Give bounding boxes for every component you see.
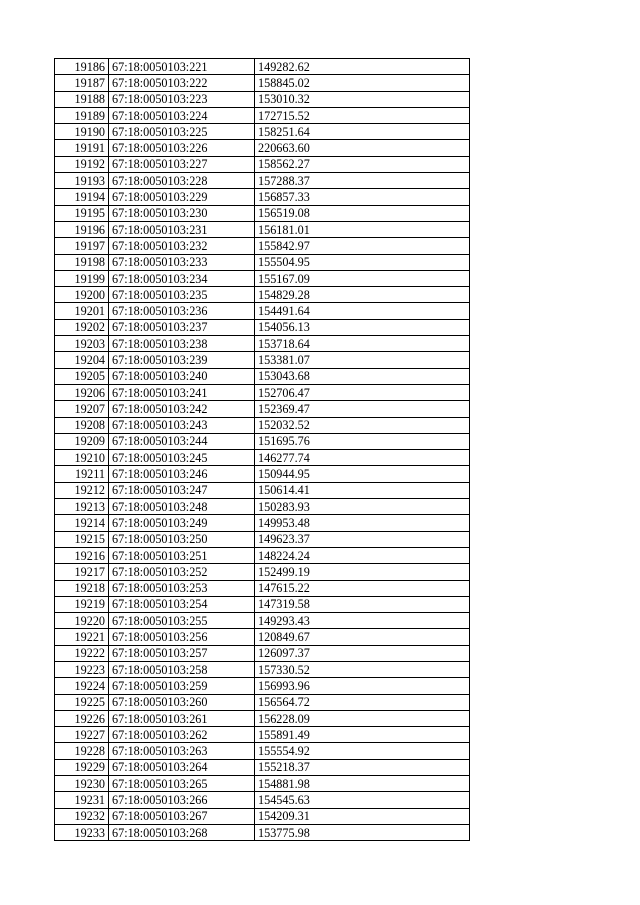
row-number-cell: 19186 xyxy=(55,59,109,75)
cadastral-number-cell: 67:18:0050103:241 xyxy=(109,384,255,400)
value-cell: 149282.62 xyxy=(255,59,470,75)
table-row xyxy=(55,824,470,840)
table-row xyxy=(55,384,470,400)
table-row xyxy=(55,270,470,286)
cadastral-number-cell: 67:18:0050103:253 xyxy=(109,580,255,596)
value-cell: 154829.28 xyxy=(255,287,470,303)
value-cell: 158251.64 xyxy=(255,124,470,140)
row-number-cell: 19213 xyxy=(55,499,109,515)
cadastral-number-cell: 67:18:0050103:257 xyxy=(109,645,255,661)
cadastral-number-cell: 67:18:0050103:233 xyxy=(109,254,255,270)
table-row xyxy=(55,808,470,824)
cadastral-number-cell: 67:18:0050103:231 xyxy=(109,221,255,237)
table-row xyxy=(55,156,470,172)
cadastral-number-cell: 67:18:0050103:237 xyxy=(109,319,255,335)
table-row xyxy=(55,531,470,547)
row-number-cell: 19232 xyxy=(55,808,109,824)
cadastral-number-cell: 67:18:0050103:246 xyxy=(109,466,255,482)
value-cell: 156857.33 xyxy=(255,189,470,205)
cadastral-number-cell: 67:18:0050103:268 xyxy=(109,824,255,840)
table-row xyxy=(55,694,470,710)
table-row xyxy=(55,205,470,221)
value-cell: 147319.58 xyxy=(255,596,470,612)
table-row xyxy=(55,433,470,449)
value-cell: 155554.92 xyxy=(255,743,470,759)
table-row xyxy=(55,91,470,107)
cadastral-number-cell: 67:18:0050103:262 xyxy=(109,727,255,743)
cadastral-number-cell: 67:18:0050103:227 xyxy=(109,156,255,172)
cadastral-number-cell: 67:18:0050103:260 xyxy=(109,694,255,710)
row-number-cell: 19224 xyxy=(55,678,109,694)
cadastral-number-cell: 67:18:0050103:222 xyxy=(109,75,255,91)
cadastral-number-cell: 67:18:0050103:252 xyxy=(109,564,255,580)
value-cell: 155167.09 xyxy=(255,270,470,286)
row-number-cell: 19230 xyxy=(55,776,109,792)
value-cell: 153718.64 xyxy=(255,336,470,352)
table-row xyxy=(55,336,470,352)
table-row xyxy=(55,107,470,123)
row-number-cell: 19216 xyxy=(55,547,109,563)
cadastral-number-cell: 67:18:0050103:229 xyxy=(109,189,255,205)
value-cell: 154056.13 xyxy=(255,319,470,335)
row-number-cell: 19189 xyxy=(55,107,109,123)
table-row xyxy=(55,645,470,661)
row-number-cell: 19201 xyxy=(55,303,109,319)
row-number-cell: 19187 xyxy=(55,75,109,91)
table-row xyxy=(55,792,470,808)
value-cell: 150944.95 xyxy=(255,466,470,482)
records-table-body xyxy=(55,59,470,841)
value-cell: 152706.47 xyxy=(255,384,470,400)
cadastral-number-cell: 67:18:0050103:221 xyxy=(109,59,255,75)
row-number-cell: 19211 xyxy=(55,466,109,482)
cadastral-number-cell: 67:18:0050103:267 xyxy=(109,808,255,824)
row-number-cell: 19194 xyxy=(55,189,109,205)
cadastral-number-cell: 67:18:0050103:230 xyxy=(109,205,255,221)
cadastral-number-cell: 67:18:0050103:265 xyxy=(109,776,255,792)
value-cell: 149953.48 xyxy=(255,515,470,531)
row-number-cell: 19200 xyxy=(55,287,109,303)
value-cell: 153043.68 xyxy=(255,368,470,384)
cadastral-number-cell: 67:18:0050103:249 xyxy=(109,515,255,531)
row-number-cell: 19233 xyxy=(55,824,109,840)
row-number-cell: 19219 xyxy=(55,596,109,612)
cadastral-number-cell: 67:18:0050103:256 xyxy=(109,629,255,645)
cadastral-number-cell: 67:18:0050103:242 xyxy=(109,401,255,417)
table-row xyxy=(55,189,470,205)
records-table xyxy=(54,58,470,841)
value-cell: 153010.32 xyxy=(255,91,470,107)
table-row xyxy=(55,352,470,368)
table-row xyxy=(55,140,470,156)
cadastral-number-cell: 67:18:0050103:232 xyxy=(109,238,255,254)
table-row xyxy=(55,613,470,629)
value-cell: 152369.47 xyxy=(255,401,470,417)
value-cell: 157288.37 xyxy=(255,173,470,189)
row-number-cell: 19229 xyxy=(55,759,109,775)
table-row xyxy=(55,629,470,645)
row-number-cell: 19212 xyxy=(55,482,109,498)
row-number-cell: 19188 xyxy=(55,91,109,107)
row-number-cell: 19220 xyxy=(55,613,109,629)
table-row xyxy=(55,743,470,759)
cadastral-number-cell: 67:18:0050103:266 xyxy=(109,792,255,808)
row-number-cell: 19214 xyxy=(55,515,109,531)
table-row xyxy=(55,368,470,384)
value-cell: 157330.52 xyxy=(255,661,470,677)
row-number-cell: 19192 xyxy=(55,156,109,172)
row-number-cell: 19215 xyxy=(55,531,109,547)
cadastral-number-cell: 67:18:0050103:248 xyxy=(109,499,255,515)
value-cell: 152499.19 xyxy=(255,564,470,580)
cadastral-number-cell: 67:18:0050103:235 xyxy=(109,287,255,303)
row-number-cell: 19218 xyxy=(55,580,109,596)
row-number-cell: 19225 xyxy=(55,694,109,710)
row-number-cell: 19227 xyxy=(55,727,109,743)
cadastral-number-cell: 67:18:0050103:261 xyxy=(109,710,255,726)
value-cell: 154545.63 xyxy=(255,792,470,808)
table-row xyxy=(55,254,470,270)
value-cell: 148224.24 xyxy=(255,547,470,563)
table-row xyxy=(55,776,470,792)
value-cell: 158562.27 xyxy=(255,156,470,172)
table-row xyxy=(55,319,470,335)
value-cell: 152032.52 xyxy=(255,417,470,433)
cadastral-number-cell: 67:18:0050103:225 xyxy=(109,124,255,140)
table-row xyxy=(55,75,470,91)
value-cell: 220663.60 xyxy=(255,140,470,156)
cadastral-number-cell: 67:18:0050103:245 xyxy=(109,450,255,466)
row-number-cell: 19223 xyxy=(55,661,109,677)
table-row xyxy=(55,238,470,254)
table-row xyxy=(55,596,470,612)
cadastral-number-cell: 67:18:0050103:239 xyxy=(109,352,255,368)
cadastral-number-cell: 67:18:0050103:251 xyxy=(109,547,255,563)
table-row xyxy=(55,303,470,319)
cadastral-number-cell: 67:18:0050103:226 xyxy=(109,140,255,156)
table-row xyxy=(55,661,470,677)
cadastral-number-cell: 67:18:0050103:234 xyxy=(109,270,255,286)
table-row xyxy=(55,564,470,580)
cadastral-number-cell: 67:18:0050103:254 xyxy=(109,596,255,612)
value-cell: 153775.98 xyxy=(255,824,470,840)
value-cell: 156519.08 xyxy=(255,205,470,221)
table-row xyxy=(55,287,470,303)
table-row xyxy=(55,482,470,498)
row-number-cell: 19207 xyxy=(55,401,109,417)
row-number-cell: 19198 xyxy=(55,254,109,270)
cadastral-number-cell: 67:18:0050103:247 xyxy=(109,482,255,498)
table-row xyxy=(55,221,470,237)
table-row xyxy=(55,417,470,433)
row-number-cell: 19202 xyxy=(55,319,109,335)
value-cell: 150614.41 xyxy=(255,482,470,498)
value-cell: 158845.02 xyxy=(255,75,470,91)
value-cell: 155842.97 xyxy=(255,238,470,254)
row-number-cell: 19196 xyxy=(55,221,109,237)
value-cell: 126097.37 xyxy=(255,645,470,661)
table-row xyxy=(55,466,470,482)
row-number-cell: 19193 xyxy=(55,173,109,189)
table-row xyxy=(55,710,470,726)
cadastral-number-cell: 67:18:0050103:255 xyxy=(109,613,255,629)
value-cell: 155504.95 xyxy=(255,254,470,270)
table-row xyxy=(55,59,470,75)
row-number-cell: 19205 xyxy=(55,368,109,384)
cadastral-number-cell: 67:18:0050103:224 xyxy=(109,107,255,123)
cadastral-number-cell: 67:18:0050103:264 xyxy=(109,759,255,775)
table-row xyxy=(55,547,470,563)
cadastral-number-cell: 67:18:0050103:263 xyxy=(109,743,255,759)
row-number-cell: 19195 xyxy=(55,205,109,221)
row-number-cell: 19217 xyxy=(55,564,109,580)
row-number-cell: 19222 xyxy=(55,645,109,661)
cadastral-number-cell: 67:18:0050103:240 xyxy=(109,368,255,384)
cadastral-number-cell: 67:18:0050103:244 xyxy=(109,433,255,449)
row-number-cell: 19221 xyxy=(55,629,109,645)
value-cell: 156228.09 xyxy=(255,710,470,726)
cadastral-number-cell: 67:18:0050103:238 xyxy=(109,336,255,352)
cadastral-number-cell: 67:18:0050103:259 xyxy=(109,678,255,694)
row-number-cell: 19191 xyxy=(55,140,109,156)
row-number-cell: 19197 xyxy=(55,238,109,254)
row-number-cell: 19209 xyxy=(55,433,109,449)
table-row xyxy=(55,499,470,515)
row-number-cell: 19190 xyxy=(55,124,109,140)
value-cell: 153381.07 xyxy=(255,352,470,368)
value-cell: 120849.67 xyxy=(255,629,470,645)
row-number-cell: 19199 xyxy=(55,270,109,286)
row-number-cell: 19203 xyxy=(55,336,109,352)
value-cell: 154209.31 xyxy=(255,808,470,824)
cadastral-number-cell: 67:18:0050103:258 xyxy=(109,661,255,677)
value-cell: 156564.72 xyxy=(255,694,470,710)
value-cell: 154491.64 xyxy=(255,303,470,319)
table-row xyxy=(55,759,470,775)
cadastral-number-cell: 67:18:0050103:228 xyxy=(109,173,255,189)
table-row xyxy=(55,124,470,140)
table-row xyxy=(55,450,470,466)
value-cell: 150283.93 xyxy=(255,499,470,515)
cadastral-number-cell: 67:18:0050103:236 xyxy=(109,303,255,319)
table-row xyxy=(55,401,470,417)
table-row xyxy=(55,727,470,743)
table-row xyxy=(55,580,470,596)
row-number-cell: 19206 xyxy=(55,384,109,400)
row-number-cell: 19228 xyxy=(55,743,109,759)
row-number-cell: 19231 xyxy=(55,792,109,808)
row-number-cell: 19204 xyxy=(55,352,109,368)
cadastral-number-cell: 67:18:0050103:243 xyxy=(109,417,255,433)
value-cell: 151695.76 xyxy=(255,433,470,449)
value-cell: 149623.37 xyxy=(255,531,470,547)
cadastral-number-cell: 67:18:0050103:223 xyxy=(109,91,255,107)
value-cell: 147615.22 xyxy=(255,580,470,596)
row-number-cell: 19208 xyxy=(55,417,109,433)
value-cell: 155218.37 xyxy=(255,759,470,775)
value-cell: 149293.43 xyxy=(255,613,470,629)
row-number-cell: 19210 xyxy=(55,450,109,466)
value-cell: 156993.96 xyxy=(255,678,470,694)
table-row xyxy=(55,515,470,531)
value-cell: 146277.74 xyxy=(255,450,470,466)
row-number-cell: 19226 xyxy=(55,710,109,726)
value-cell: 172715.52 xyxy=(255,107,470,123)
value-cell: 156181.01 xyxy=(255,221,470,237)
table-row xyxy=(55,173,470,189)
cadastral-number-cell: 67:18:0050103:250 xyxy=(109,531,255,547)
value-cell: 154881.98 xyxy=(255,776,470,792)
value-cell: 155891.49 xyxy=(255,727,470,743)
table-row xyxy=(55,678,470,694)
